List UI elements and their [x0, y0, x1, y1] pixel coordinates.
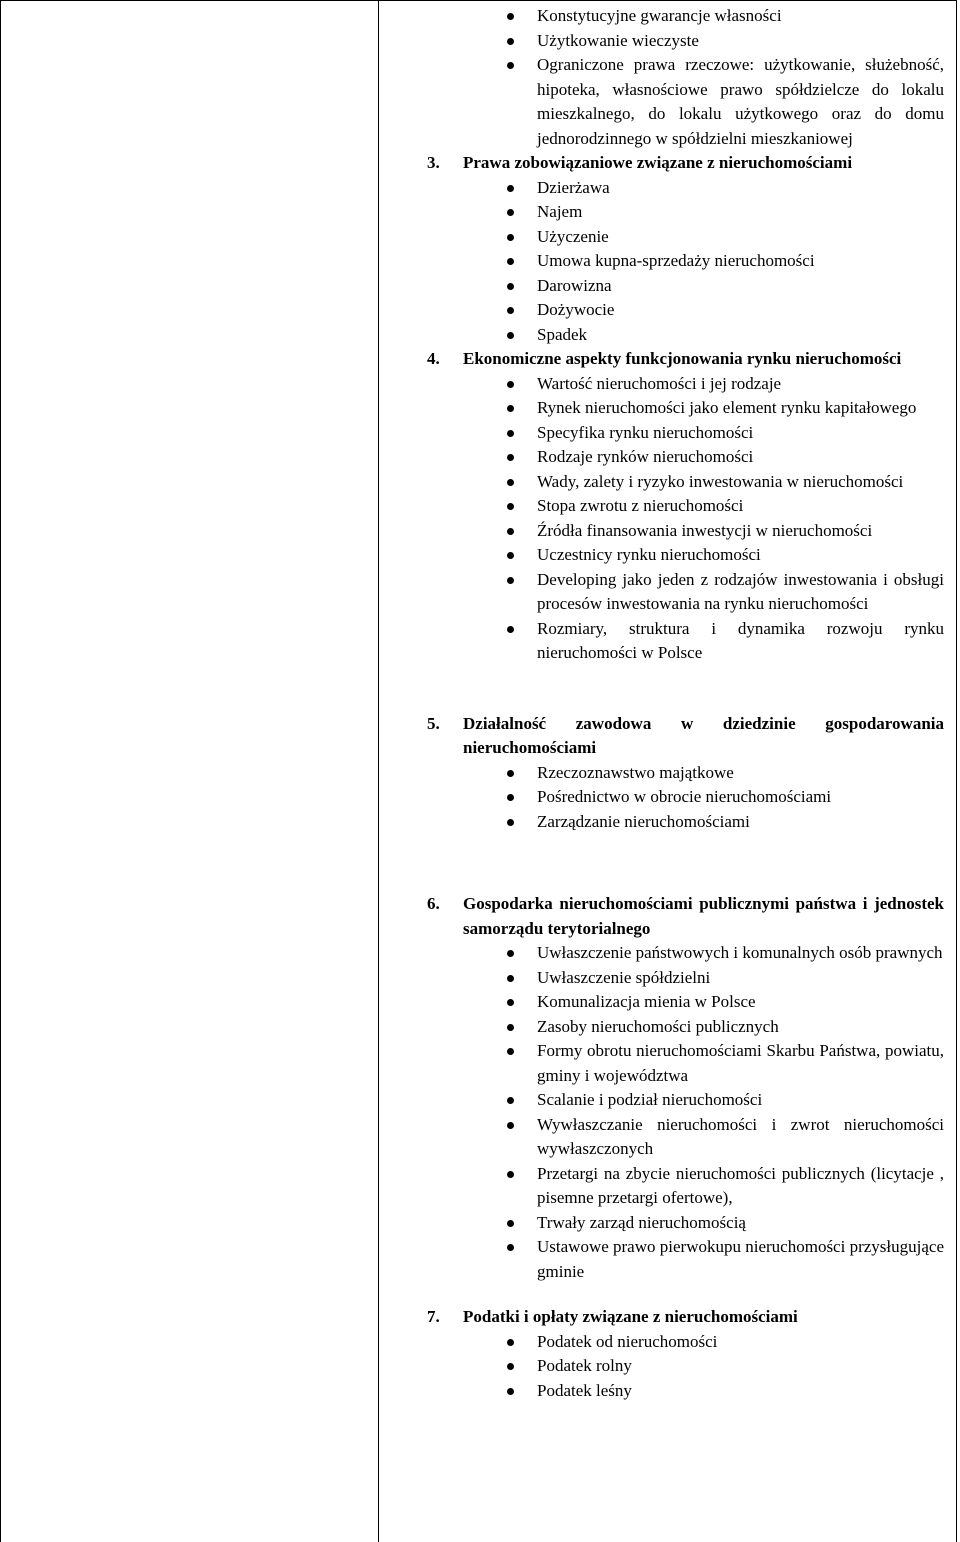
list-item: Developing jako jeden z rodzajów inwestowania i obsługi procesów inwestowania na rynku nieruchomości	[427, 568, 944, 617]
list-item: Rzeczoznawstwo majątkowe	[427, 761, 944, 786]
section-list	[427, 941, 944, 1284]
column-divider	[378, 0, 379, 1542]
section-heading	[427, 347, 944, 372]
list-item: Konstytucyjne gwarancje własności	[427, 4, 944, 29]
list-item: Komunalizacja mienia w Polsce	[427, 990, 944, 1015]
list-item: Najem	[427, 200, 944, 225]
section-number: 6.	[427, 894, 440, 913]
section-heading	[427, 712, 944, 761]
section-list	[427, 176, 944, 348]
list-item: Rynek nieruchomości jako element rynku kapitałowego	[427, 396, 944, 421]
list-item: Przetargi na zbycie nieruchomości publicznych (licytacje , pisemne przetargi ofertowe),	[427, 1162, 944, 1211]
section-heading	[427, 1305, 944, 1330]
section-list	[427, 1330, 944, 1404]
intro-list	[427, 4, 944, 151]
section-title: Gospodarka nieruchomościami publicznymi państwa i jednostek samorządu terytorialnego	[463, 894, 944, 938]
section-title: Działalność zawodowa w dziedzinie gospodarowania nieruchomościami	[463, 713, 944, 757]
list-item: Dożywocie	[427, 298, 944, 323]
spacer	[427, 1284, 944, 1305]
syllabus-content	[427, 4, 944, 1403]
list-item: Uwłaszczenie państwowych i komunalnych osób prawnych	[427, 941, 944, 966]
list-item: Trwały zarząd nieruchomością	[427, 1211, 944, 1236]
section-number: 5.	[427, 713, 440, 733]
list-item: Wady, zalety i ryzyko inwestowania w nieruchomości	[427, 470, 944, 495]
list-item: Źródła finansowania inwestycji w nieruchomości	[427, 519, 944, 544]
list-item: Wywłaszczanie nieruchomości i zwrot nieruchomości wywłaszczonych	[427, 1113, 944, 1162]
list-item: Rozmiary, struktura i dynamika rozwoju rynku nieruchomości w Polsce	[427, 617, 944, 666]
section-heading	[427, 892, 944, 941]
spacer	[427, 666, 944, 712]
list-item: Użyczenie	[427, 225, 944, 250]
list-item: Pośrednictwo w obrocie nieruchomościami	[427, 785, 944, 810]
section-heading	[427, 151, 944, 176]
list-item: Spadek	[427, 323, 944, 348]
list-item: Uwłaszczenie spółdzielni	[427, 966, 944, 991]
section-title: Ekonomiczne aspekty funkcjonowania rynku nieruchomości	[463, 349, 902, 368]
section-number: 7.	[427, 1307, 440, 1326]
section-number: 4.	[427, 349, 440, 368]
list-item: Podatek leśny	[427, 1379, 944, 1404]
list-item: Użytkowanie wieczyste	[427, 29, 944, 54]
list-item: Ograniczone prawa rzeczowe: użytkowanie, służebność, hipoteka, własnościowe prawo spółdzielcze do lokalu mieszkalnego, do lokalu użytkowego oraz do domu jednorodzinnego w spółdzielni mieszkaniowej	[427, 53, 944, 151]
list-item: Umowa kupna-sprzedaży nieruchomości	[427, 249, 944, 274]
list-item: Podatek rolny	[427, 1354, 944, 1379]
list-item: Uczestnicy rynku nieruchomości	[427, 543, 944, 568]
spacer	[427, 834, 944, 892]
section-list	[427, 761, 944, 835]
list-item: Formy obrotu nieruchomościami Skarbu Państwa, powiatu, gminy i województwa	[427, 1039, 944, 1088]
list-item: Podatek od nieruchomości	[427, 1330, 944, 1355]
section-list	[427, 372, 944, 666]
list-item: Zasoby nieruchomości publicznych	[427, 1015, 944, 1040]
list-item: Darowizna	[427, 274, 944, 299]
list-item: Scalanie i podział nieruchomości	[427, 1088, 944, 1113]
list-item: Stopa zwrotu z nieruchomości	[427, 494, 944, 519]
section-title: Podatki i opłaty związane z nieruchomościami	[463, 1307, 798, 1326]
list-item: Zarządzanie nieruchomościami	[427, 810, 944, 835]
section-title: Prawa zobowiązaniowe związane z nieruchomościami	[463, 153, 853, 172]
section-number: 3.	[427, 153, 440, 172]
list-item: Specyfika rynku nieruchomości	[427, 421, 944, 446]
list-item: Rodzaje rynków nieruchomości	[427, 445, 944, 470]
list-item: Wartość nieruchomości i jej rodzaje	[427, 372, 944, 397]
list-item: Ustawowe prawo pierwokupu nieruchomości przysługujące gminie	[427, 1235, 944, 1284]
list-item: Dzierżawa	[427, 176, 944, 201]
